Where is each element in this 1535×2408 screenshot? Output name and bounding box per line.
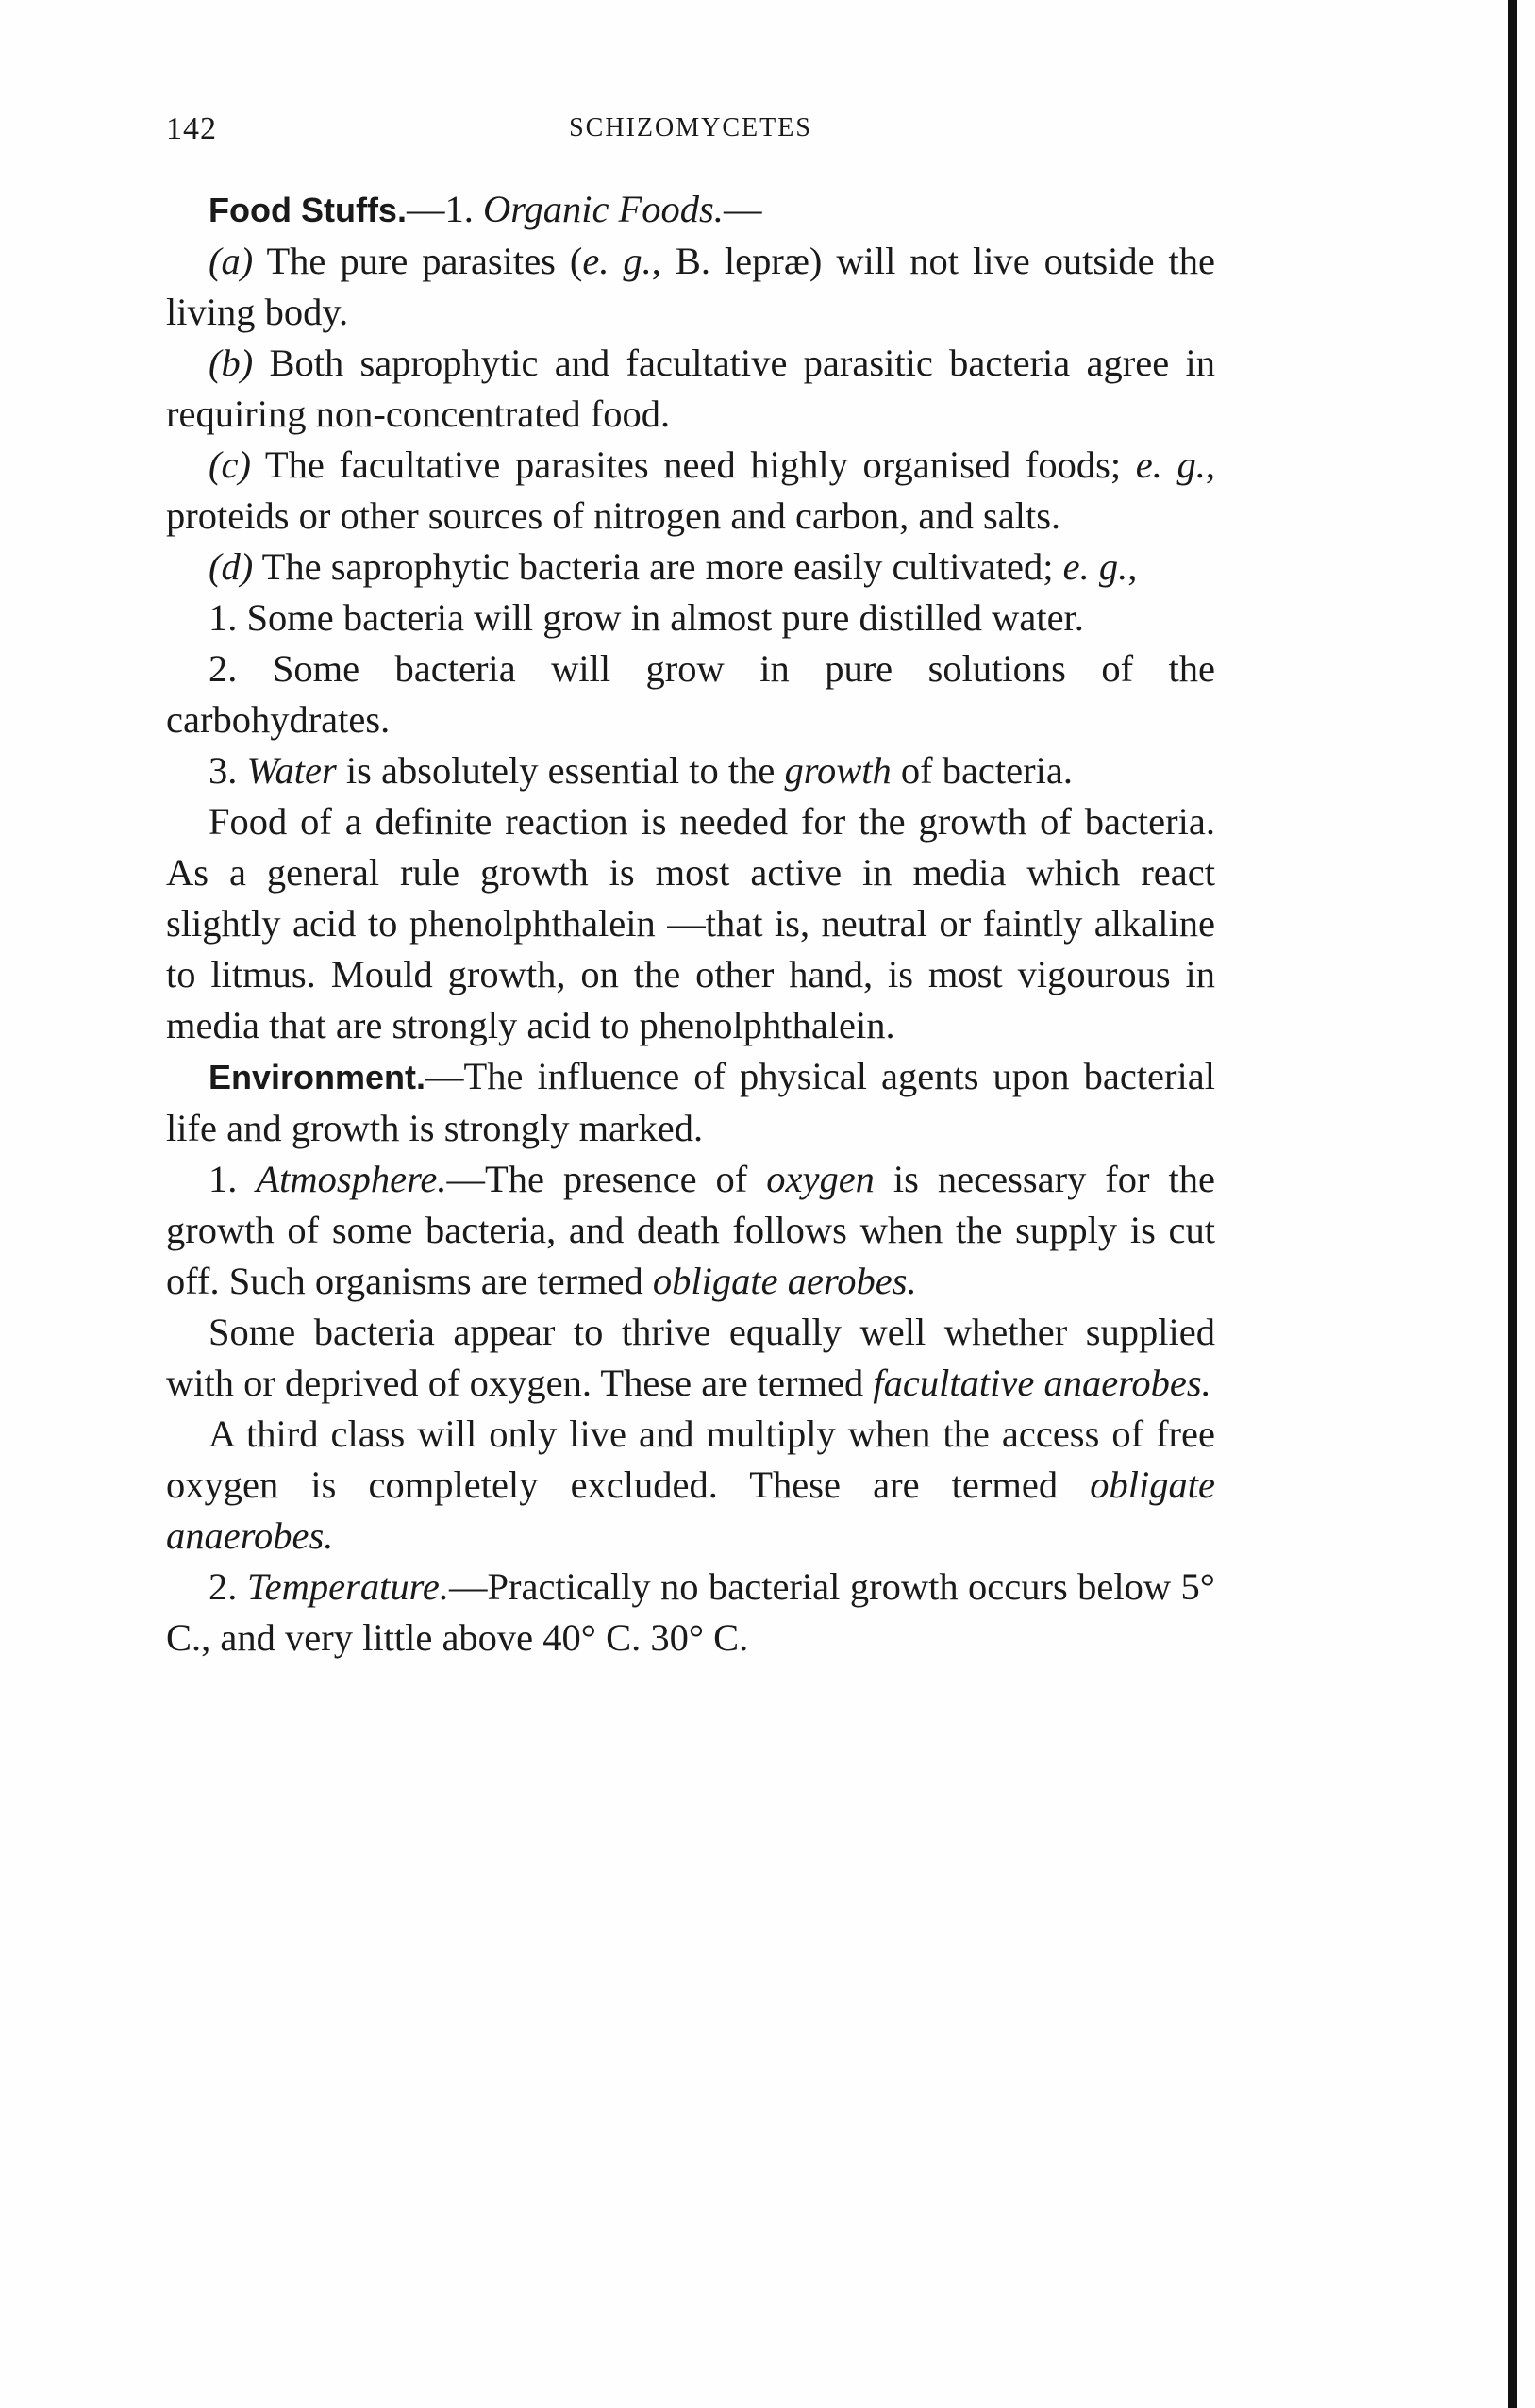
temperature-paragraph: 2. Temperature.—Practically no bacterial growth occurs below 5° C., and very little above 40° C. 30° C.: [166, 1565, 1215, 1659]
atmosphere-subheading: Atmosphere.: [256, 1158, 447, 1200]
reaction-paragraph: Food of a definite reaction is needed for the growth of bacteria. As a general rule growth is most active in media which react slightly acid to phenolphthalein —that is, neutral or faintly alkaline to litmus. Mould growth, on the other hand, is most vigourous in media that are strongly acid to phenolphthalein.: [166, 800, 1215, 1046]
organic-foods-subheading: Organic Foods.: [482, 188, 724, 230]
food-stuffs-heading-para: Food Stuffs.—1. Organic Foods.—: [209, 188, 762, 230]
body-text: [166, 184, 1215, 1664]
atmosphere-paragraph: 1. Atmosphere.—The presence of oxygen is necessary for the growth of some bacteria, and death follows when the supply is cut off. Such organisms are termed obligate aerobes.: [166, 1158, 1215, 1302]
food-stuffs-heading: Food Stuffs.: [209, 191, 407, 229]
third-class-paragraph: A third class will only live and multiply when the access of free oxygen is completely excluded. These are termed obligate anaerobes.: [166, 1413, 1215, 1557]
running-head: [166, 111, 1215, 159]
paragraph-d: (d) The saprophytic bacteria are more easily cultivated; e. g.,: [209, 545, 1138, 588]
paragraph-c: (c) The facultative parasites need highly organised foods; e. g., proteids or other sources of nitrogen and carbon, and salts.: [166, 443, 1215, 537]
environment-heading: Environment.: [209, 1058, 426, 1096]
page-edge-rule: [1508, 0, 1517, 2408]
temperature-subheading: Temperature.: [246, 1565, 449, 1608]
paragraph-a: (a) The pure parasites (e. g., B. lepræ) will not live outside the living body.: [166, 240, 1216, 333]
list-item-2: 2. Some bacteria will grow in pure solutions of the carbohydrates.: [166, 647, 1215, 741]
list-item-3: 3. Water is absolutely essential to the growth of bacteria.: [209, 749, 1073, 792]
environment-paragraph: Environment.—The influence of physical agents upon bacterial life and growth is strongly marked.: [166, 1055, 1215, 1149]
paragraph-b: (b) Both saprophytic and facultative parasitic bacteria agree in requiring non-concentrated food.: [166, 342, 1215, 435]
facultative-paragraph: Some bacteria appear to thrive equally well whether supplied with or deprived of oxygen. These are termed facultative anaerobes.: [166, 1311, 1215, 1404]
page-number: 142: [166, 111, 217, 146]
list-item-1: 1. Some bacteria will grow in almost pure distilled water.: [209, 596, 1084, 639]
running-title: SCHIZOMYCETES: [569, 113, 812, 142]
